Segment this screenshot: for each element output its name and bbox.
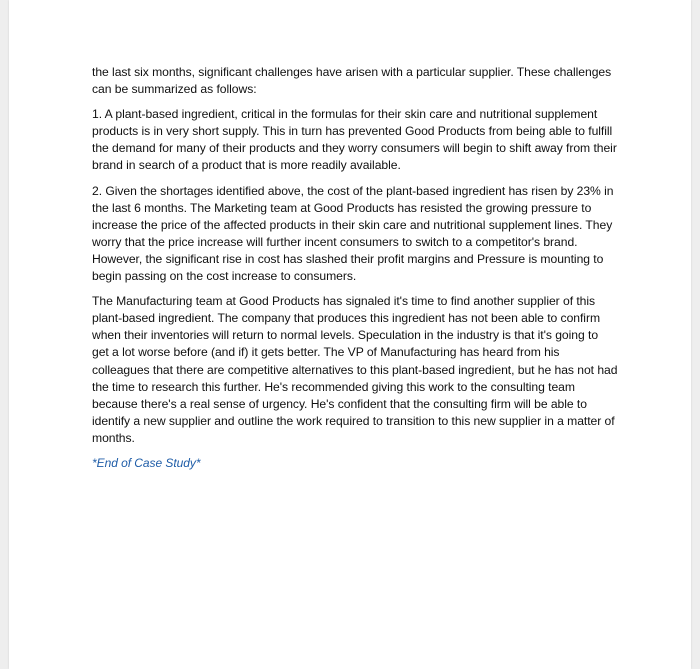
document-page <box>9 0 691 669</box>
document-body <box>92 64 618 480</box>
point-2-paragraph: 2. Given the shortages identified above, the cost of the plant-based ingredient has risen by 23% in the last 6 months. The Marketing team at Good Products has resisted the growing pressure to increase the price of the affected products in their skin care and nutritional supplement lines. They worry that the price increase will further incent consumers to switch to a competitor's brand. However, the significant rise in cost has slashed their profit margins and Pressure is mounting to begin passing on the cost increase to consumers. <box>92 183 614 284</box>
manufacturing-paragraph: The Manufacturing team at Good Products has signaled it's time to find another supplier of this plant-based ingredient. The company that produces this ingredient has not been able to confirm when their inventories will return to normal levels. Speculation in the industry is that it's going to get a lot worse before (and if) it gets better. The VP of Manufacturing has heard from his colleagues that there are competitive alternatives to this plant-based ingredient, but he has not had the time to research this further. He's recommended giving this work to the consulting team because there's a real sense of urgency. He's confident that the consulting firm will be able to identify a new supplier and outline the work required to transition to this new supplier in a matter of months. <box>92 294 618 445</box>
point-1-paragraph: 1. A plant-based ingredient, critical in the formulas for their skin care and nutritional supplement products is in very short supply. This in turn has prevented Good Products from being able to fulfill the demand for many of their products and they worry consumers will begin to shift away from their brand in search of a product that is more readily available. <box>92 107 617 173</box>
intro-paragraph: the last six months, significant challenges have arisen with a particular supplier. These challenges can be summarized as follows: <box>92 65 612 97</box>
end-of-case-study <box>92 455 618 472</box>
end-note-text: *End of Case Study* <box>92 455 201 470</box>
